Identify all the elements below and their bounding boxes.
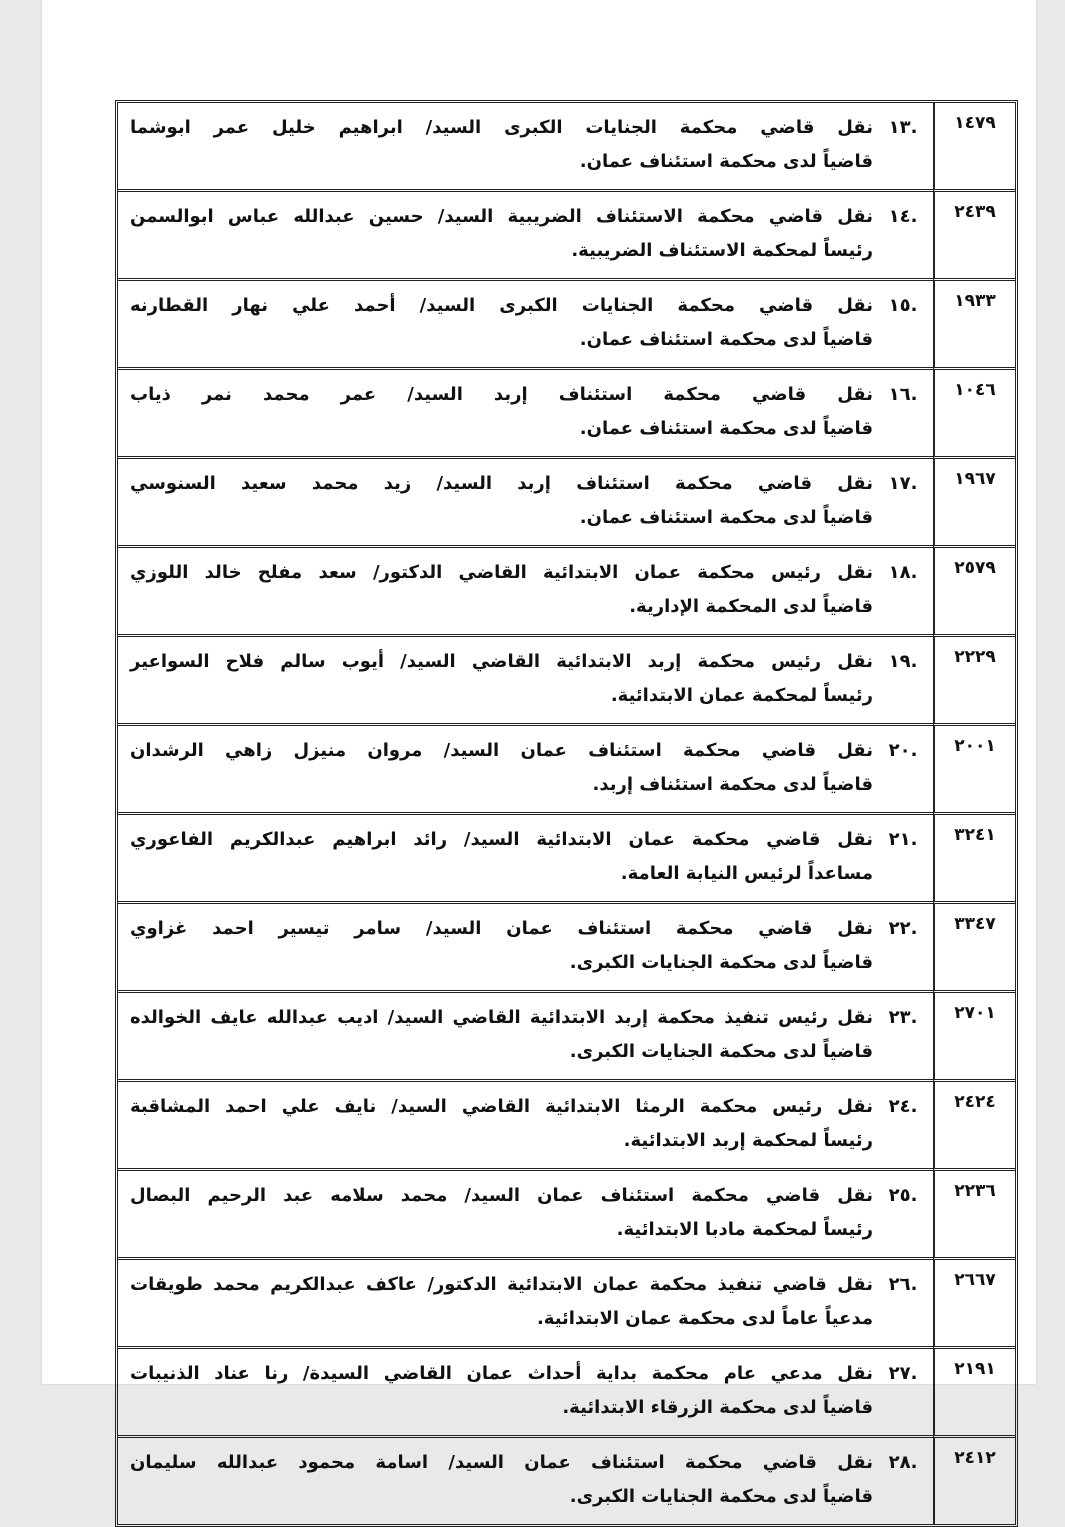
table-row bbox=[118, 459, 1015, 548]
sequence-number: .٢٧ bbox=[888, 1363, 918, 1384]
table-row bbox=[118, 993, 1015, 1082]
record-number-cell bbox=[933, 548, 1015, 637]
record-number: ٢١٩١ bbox=[954, 1359, 996, 1379]
table-row bbox=[118, 1082, 1015, 1171]
sequence-number: .٢١ bbox=[888, 829, 918, 850]
decision-text-cell bbox=[118, 1349, 933, 1438]
decision-text-cell bbox=[118, 904, 933, 993]
record-number-cell bbox=[933, 1349, 1015, 1438]
table-row bbox=[118, 192, 1015, 281]
decision-text: نقل قاضي محكمة استئناف عمان السيد/ مروان منيزل زاهي الرشدان bbox=[130, 740, 873, 761]
decision-line-1 bbox=[118, 734, 933, 768]
record-number: ١٠٤٦ bbox=[954, 380, 996, 400]
table-body bbox=[118, 103, 1015, 1524]
record-number-cell bbox=[933, 1260, 1015, 1349]
decision-destination: قاضياً لدى المحكمة الإدارية. bbox=[629, 596, 873, 617]
decision-line-1 bbox=[118, 1090, 933, 1124]
decision-line-1 bbox=[118, 200, 933, 234]
record-number: ٢٤١٢ bbox=[954, 1448, 996, 1468]
decision-text-cell bbox=[118, 459, 933, 548]
record-number: ٢٠٠١ bbox=[954, 736, 996, 756]
table-row bbox=[118, 1349, 1015, 1438]
sequence-number: .٢٤ bbox=[888, 1096, 918, 1117]
table-row bbox=[118, 726, 1015, 815]
decision-destination: رئيساً لمحكمة الاستئناف الضريبية. bbox=[571, 240, 873, 261]
sequence-number: .١٥ bbox=[888, 295, 918, 316]
decision-line-1 bbox=[118, 467, 933, 501]
sequence-number: .١٨ bbox=[888, 562, 918, 583]
transfer-decisions-table bbox=[115, 100, 1018, 1527]
decision-line-1 bbox=[118, 1357, 933, 1391]
decision-text-cell bbox=[118, 1171, 933, 1260]
record-number: ١٩٦٧ bbox=[954, 469, 996, 489]
sequence-number: .٢٠ bbox=[888, 740, 918, 761]
decision-text: نقل قاضي تنفيذ محكمة عمان الابتدائية الدكتور/ عاكف عبدالكريم محمد طويقات bbox=[130, 1274, 873, 1295]
record-number-cell bbox=[933, 1171, 1015, 1260]
record-number-cell bbox=[933, 726, 1015, 815]
decision-destination: قاضياً لدى محكمة الجنايات الكبرى. bbox=[569, 952, 873, 973]
record-number-cell bbox=[933, 815, 1015, 904]
record-number: ٢٤٣٩ bbox=[954, 202, 996, 222]
decision-text-cell bbox=[118, 1260, 933, 1349]
sequence-number: .٢٦ bbox=[888, 1274, 918, 1295]
record-number-cell bbox=[933, 103, 1015, 192]
decision-destination: رئيساً لمحكمة عمان الابتدائية. bbox=[610, 685, 873, 706]
table-row bbox=[118, 103, 1015, 192]
decision-text-cell bbox=[118, 1082, 933, 1171]
sequence-number: .١٩ bbox=[888, 651, 918, 672]
table-row bbox=[118, 1438, 1015, 1524]
record-number: ٢٢٢٩ bbox=[954, 647, 996, 667]
table-row bbox=[118, 815, 1015, 904]
record-number: ٣٢٤١ bbox=[954, 825, 996, 845]
sequence-number: .٢٣ bbox=[888, 1007, 918, 1028]
decision-line-1 bbox=[118, 645, 933, 679]
table-row bbox=[118, 637, 1015, 726]
decision-line-1 bbox=[118, 823, 933, 857]
decision-line-1 bbox=[118, 912, 933, 946]
decision-destination: قاضياً لدى محكمة استئناف عمان. bbox=[579, 507, 873, 528]
decision-text: نقل قاضي محكمة استئناف عمان السيد/ محمد سلامه عبد الرحيم البصال bbox=[130, 1185, 873, 1206]
record-number-cell bbox=[933, 370, 1015, 459]
decision-text-cell bbox=[118, 1438, 933, 1524]
decision-text-cell bbox=[118, 281, 933, 370]
decision-line-1 bbox=[118, 1179, 933, 1213]
decision-destination: رئيساً لمحكمة مادبا الابتدائية. bbox=[616, 1219, 873, 1240]
record-number: ٢٢٣٦ bbox=[954, 1181, 996, 1201]
sequence-number: .١٧ bbox=[888, 473, 918, 494]
decision-destination: قاضياً لدى محكمة الجنايات الكبرى. bbox=[569, 1041, 873, 1062]
decision-line-1 bbox=[118, 1001, 933, 1035]
decision-line-1 bbox=[118, 1268, 933, 1302]
sequence-number: .٢٥ bbox=[888, 1185, 918, 1206]
table-row bbox=[118, 1171, 1015, 1260]
decision-text: نقل قاضي محكمة استئناف عمان السيد/ اسامة محمود عبدالله سليمان bbox=[130, 1452, 873, 1473]
table-row bbox=[118, 904, 1015, 993]
record-number: ١٩٣٣ bbox=[954, 291, 996, 311]
decision-line-1 bbox=[118, 289, 933, 323]
table-row bbox=[118, 548, 1015, 637]
decision-text: نقل رئيس تنفيذ محكمة إربد الابتدائية القاضي السيد/ اديب عبدالله عايف الخوالده bbox=[130, 1007, 873, 1028]
sequence-number: .١٦ bbox=[888, 384, 918, 405]
decision-destination: مساعداً لرئيس النيابة العامة. bbox=[620, 863, 873, 884]
decision-text-cell bbox=[118, 637, 933, 726]
record-number: ١٤٧٩ bbox=[954, 113, 996, 133]
record-number-cell bbox=[933, 637, 1015, 726]
record-number: ٢٦٦٧ bbox=[954, 1270, 996, 1290]
record-number-cell bbox=[933, 904, 1015, 993]
sequence-number: .١٤ bbox=[888, 206, 918, 227]
record-number-cell bbox=[933, 459, 1015, 548]
decision-destination: قاضياً لدى محكمة استئناف إربد. bbox=[592, 774, 873, 795]
decision-text: نقل رئيس محكمة الرمثا الابتدائية القاضي السيد/ نايف علي احمد المشاقبة bbox=[130, 1096, 873, 1117]
decision-destination: قاضياً لدى محكمة استئناف عمان. bbox=[579, 329, 873, 350]
decision-text: نقل قاضي محكمة استئناف إربد السيد/ زيد محمد سعيد السنوسي bbox=[130, 473, 873, 494]
document-page bbox=[42, 0, 1036, 1507]
decision-text: نقل رئيس محكمة عمان الابتدائية القاضي الدكتور/ سعد مفلح خالد اللوزي bbox=[130, 562, 873, 583]
table-row bbox=[118, 281, 1015, 370]
record-number-cell bbox=[933, 1438, 1015, 1524]
decision-text-cell bbox=[118, 103, 933, 192]
decision-text: نقل قاضي محكمة الجنايات الكبرى السيد/ أحمد علي نهار القطارنه bbox=[130, 295, 873, 316]
decision-text: نقل قاضي محكمة عمان الابتدائية السيد/ رائد ابراهيم عبدالكريم الفاعوري bbox=[130, 829, 873, 850]
record-number: ٢٧٠١ bbox=[954, 1003, 996, 1023]
table-row bbox=[118, 370, 1015, 459]
decision-line-1 bbox=[118, 1446, 933, 1480]
decision-text-cell bbox=[118, 192, 933, 281]
decision-text-cell bbox=[118, 548, 933, 637]
decision-line-1 bbox=[118, 111, 933, 145]
decision-text: نقل قاضي محكمة الجنايات الكبرى السيد/ ابراهيم خليل عمر ابوشما bbox=[130, 117, 873, 138]
record-number: ٢٤٢٤ bbox=[954, 1092, 996, 1112]
decision-line-1 bbox=[118, 556, 933, 590]
decision-destination: قاضياً لدى محكمة استئناف عمان. bbox=[579, 418, 873, 439]
decision-line-1 bbox=[118, 378, 933, 412]
decision-destination: مدعياً عاماً لدى محكمة عمان الابتدائية. bbox=[536, 1308, 873, 1329]
decision-destination: قاضياً لدى محكمة استئناف عمان. bbox=[579, 151, 873, 172]
table-row bbox=[118, 1260, 1015, 1349]
decision-text-cell bbox=[118, 726, 933, 815]
decision-destination: قاضياً لدى محكمة الجنايات الكبرى. bbox=[569, 1486, 873, 1507]
decision-text-cell bbox=[118, 370, 933, 459]
sequence-number: .٢٢ bbox=[888, 918, 918, 939]
decision-text: نقل قاضي محكمة استئناف عمان السيد/ سامر تيسير احمد غزاوي bbox=[130, 918, 873, 939]
decision-text-cell bbox=[118, 815, 933, 904]
decision-text: نقل رئيس محكمة إربد الابتدائية القاضي السيد/ أيوب سالم فلاح السواعير bbox=[130, 651, 873, 672]
decision-destination: قاضياً لدى محكمة الزرقاء الابتدائية. bbox=[562, 1397, 873, 1418]
decision-destination: رئيساً لمحكمة إربد الابتدائية. bbox=[623, 1130, 873, 1151]
decision-text-cell bbox=[118, 993, 933, 1082]
record-number-cell bbox=[933, 281, 1015, 370]
record-number: ٣٣٤٧ bbox=[954, 914, 996, 934]
decision-text: نقل مدعي عام محكمة بداية أحداث عمان القاضي السيدة/ رنا عناد الذنيبات bbox=[130, 1363, 873, 1384]
record-number: ٢٥٧٩ bbox=[954, 558, 996, 578]
decision-text: نقل قاضي محكمة الاستئناف الضريبية السيد/ حسين عبدالله عباس ابوالسمن bbox=[130, 206, 873, 227]
record-number-cell bbox=[933, 192, 1015, 281]
decision-text: نقل قاضي محكمة استئناف إربد السيد/ عمر محمد نمر ذياب bbox=[130, 384, 873, 405]
record-number-cell bbox=[933, 993, 1015, 1082]
record-number-cell bbox=[933, 1082, 1015, 1171]
sequence-number: .١٣ bbox=[888, 117, 918, 138]
sequence-number: .٢٨ bbox=[888, 1452, 918, 1473]
